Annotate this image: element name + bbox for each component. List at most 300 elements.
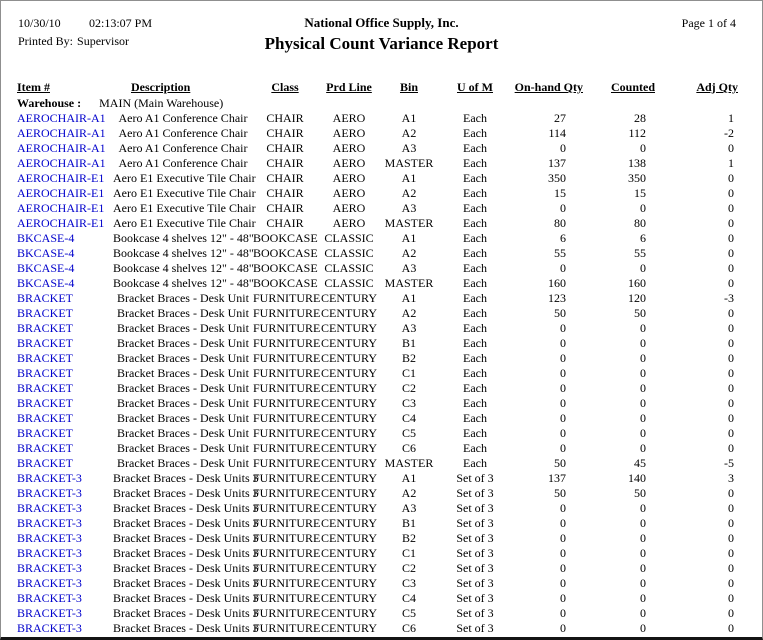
table-row	[17, 621, 738, 636]
adj-qty-cell: 1	[728, 111, 734, 125]
onhand-qty-cell: 0	[560, 366, 566, 380]
description-cell: Bracket Braces - Desk Units 3	[113, 516, 259, 530]
prdline-cell: CENTURY	[320, 426, 377, 440]
warehouse-row	[17, 95, 738, 111]
prdline-cell: CENTURY	[320, 576, 377, 590]
uofm-cell: Each	[463, 396, 487, 410]
counted-cell: 6	[640, 231, 646, 245]
item-link[interactable]: BRACKET	[17, 381, 74, 395]
table-row	[17, 486, 738, 501]
bin-cell: A1	[401, 291, 417, 305]
onhand-qty-cell: 6	[560, 231, 566, 245]
counted-cell: 55	[634, 246, 646, 260]
uofm-cell: Each	[463, 231, 487, 245]
item-link[interactable]: BKCASE-4	[17, 261, 75, 275]
item-link[interactable]: AEROCHAIR-E1	[17, 216, 105, 230]
company-name: National Office Supply, Inc.	[304, 15, 459, 30]
column-header-uofm-label: U of M	[457, 80, 493, 94]
class-cell: FURNITURE	[253, 336, 321, 350]
item-link[interactable]: BRACKET	[17, 321, 74, 335]
bin-cell: C2	[401, 381, 416, 395]
table-row	[17, 231, 738, 246]
uofm-cell: Each	[463, 216, 487, 230]
counted-cell: 0	[640, 531, 646, 545]
prdline-cell: AERO	[332, 171, 366, 185]
adj-qty-cell: 0	[728, 546, 734, 560]
column-header-onhand	[513, 79, 583, 95]
table-row	[17, 336, 738, 351]
uofm-cell: Each	[463, 186, 487, 200]
variance-table	[17, 79, 738, 636]
bin-cell: B1	[401, 516, 416, 530]
uofm-cell: Set of 3	[456, 486, 494, 500]
onhand-qty-cell: 123	[548, 291, 566, 305]
counted-cell: 0	[640, 621, 646, 635]
class-cell: CHAIR	[266, 201, 304, 215]
bin-cell: C2	[401, 561, 416, 575]
class-cell: FURNITURE	[253, 306, 321, 320]
bin-cell: B1	[401, 336, 416, 350]
item-link[interactable]: BRACKET-3	[17, 546, 82, 560]
description-cell: Bracket Braces - Desk Unit	[117, 336, 249, 350]
counted-cell: 0	[640, 441, 646, 455]
prdline-cell: CENTURY	[320, 456, 377, 470]
description-cell: Bracket Braces - Desk Units 3	[113, 621, 259, 635]
counted-cell: 80	[634, 216, 646, 230]
prdline-cell: CLASSIC	[324, 261, 374, 275]
item-link[interactable]: BRACKET-3	[17, 486, 82, 500]
bin-cell: MASTER	[384, 216, 434, 230]
class-cell: FURNITURE	[253, 576, 321, 590]
prdline-cell: AERO	[332, 141, 366, 155]
column-header-description	[113, 79, 253, 95]
uofm-cell: Each	[463, 111, 487, 125]
prdline-cell: CENTURY	[320, 591, 377, 605]
onhand-qty-cell: 50	[554, 456, 566, 470]
bin-cell: A2	[401, 186, 417, 200]
prdline-cell: CENTURY	[320, 441, 377, 455]
class-cell: FURNITURE	[253, 456, 321, 470]
onhand-qty-cell: 50	[554, 486, 566, 500]
item-link[interactable]: BRACKET	[17, 426, 74, 440]
uofm-cell: Each	[463, 276, 487, 290]
uofm-cell: Each	[463, 426, 487, 440]
prdline-cell: CLASSIC	[324, 231, 374, 245]
description-cell: Bracket Braces - Desk Unit	[117, 321, 249, 335]
onhand-qty-cell: 0	[560, 411, 566, 425]
counted-cell: 0	[640, 141, 646, 155]
adj-qty-cell: -2	[724, 126, 734, 140]
description-cell: Aero A1 Conference Chair	[118, 141, 248, 155]
table-row	[17, 141, 738, 156]
prdline-cell: CENTURY	[320, 546, 377, 560]
prdline-cell: CENTURY	[320, 291, 377, 305]
item-link[interactable]: AEROCHAIR-A1	[17, 156, 106, 170]
bin-cell: A1	[401, 231, 417, 245]
onhand-qty-cell: 80	[554, 216, 566, 230]
onhand-qty-cell: 0	[560, 261, 566, 275]
item-link[interactable]: BRACKET	[17, 336, 74, 350]
description-cell: Bracket Braces - Desk Unit	[117, 411, 249, 425]
counted-cell: 45	[634, 456, 646, 470]
table-row	[17, 351, 738, 366]
bin-cell: A3	[401, 141, 417, 155]
adj-qty-cell: 0	[728, 186, 734, 200]
class-cell: BOOKCASE	[253, 231, 318, 245]
onhand-qty-cell: 0	[560, 621, 566, 635]
counted-cell: 138	[628, 156, 646, 170]
onhand-qty-cell: 0	[560, 591, 566, 605]
onhand-qty-cell: 0	[560, 531, 566, 545]
column-header-prdline-label: Prd Line	[326, 80, 372, 94]
description-cell: Bracket Braces - Desk Unit	[117, 306, 249, 320]
adj-qty-cell: 0	[728, 396, 734, 410]
class-cell: CHAIR	[266, 216, 304, 230]
item-link[interactable]: AEROCHAIR-A1	[17, 126, 106, 140]
counted-cell: 50	[634, 306, 646, 320]
item-link[interactable]: AEROCHAIR-E1	[17, 186, 105, 200]
table-row	[17, 171, 738, 186]
counted-cell: 0	[640, 366, 646, 380]
bin-cell: C3	[401, 576, 416, 590]
onhand-qty-cell: 0	[560, 576, 566, 590]
onhand-qty-cell: 0	[560, 441, 566, 455]
description-cell: Bracket Braces - Desk Unit	[117, 351, 249, 365]
page-number: Page 1 of 4	[681, 16, 736, 30]
counted-cell: 120	[628, 291, 646, 305]
onhand-qty-cell: 0	[560, 561, 566, 575]
bin-cell: A2	[401, 306, 417, 320]
description-cell: Aero E1 Executive Tile Chair	[113, 186, 256, 200]
prdline-cell: AERO	[332, 156, 366, 170]
onhand-qty-cell: 0	[560, 201, 566, 215]
description-cell: Bracket Braces - Desk Units 3	[113, 591, 259, 605]
item-link[interactable]: BRACKET-3	[17, 606, 82, 620]
class-cell: FURNITURE	[253, 411, 321, 425]
description-cell: Bracket Braces - Desk Unit	[117, 396, 249, 410]
table-row	[17, 471, 738, 486]
item-link[interactable]: AEROCHAIR-A1	[17, 111, 106, 125]
onhand-qty-cell: 15	[554, 186, 566, 200]
class-cell: FURNITURE	[253, 321, 321, 335]
report-title: Physical Count Variance Report	[264, 34, 499, 53]
uofm-cell: Set of 3	[456, 576, 494, 590]
onhand-qty-cell: 0	[560, 381, 566, 395]
counted-cell: 0	[640, 351, 646, 365]
adj-qty-cell: 0	[728, 336, 734, 350]
item-link[interactable]: AEROCHAIR-E1	[17, 201, 105, 215]
prdline-cell: CLASSIC	[324, 246, 374, 260]
counted-cell: 0	[640, 606, 646, 620]
adj-qty-cell: 0	[728, 411, 734, 425]
description-cell: Aero E1 Executive Tile Chair	[113, 171, 256, 185]
description-cell: Bracket Braces - Desk Unit	[117, 291, 249, 305]
uofm-cell: Each	[463, 201, 487, 215]
table-row	[17, 561, 738, 576]
table-row	[17, 531, 738, 546]
adj-qty-cell: 0	[728, 486, 734, 500]
table-row	[17, 261, 738, 276]
item-link[interactable]: BKCASE-4	[17, 246, 75, 260]
description-cell: Aero E1 Executive Tile Chair	[113, 201, 256, 215]
description-cell: Bracket Braces - Desk Units 3	[113, 486, 259, 500]
item-link[interactable]: BRACKET-3	[17, 516, 82, 530]
description-cell: Bracket Braces - Desk Unit	[117, 366, 249, 380]
adj-qty-cell: 0	[728, 261, 734, 275]
item-link[interactable]: AEROCHAIR-E1	[17, 171, 105, 185]
table-header-row	[17, 79, 738, 95]
table-row	[17, 381, 738, 396]
adj-qty-cell: 0	[728, 531, 734, 545]
description-cell: Bracket Braces - Desk Unit	[117, 441, 249, 455]
onhand-qty-cell: 0	[560, 336, 566, 350]
adj-qty-cell: 0	[728, 561, 734, 575]
item-link[interactable]: BRACKET	[17, 411, 74, 425]
item-link[interactable]: BKCASE-4	[17, 276, 75, 290]
item-link[interactable]: BRACKET-3	[17, 561, 82, 575]
prdline-cell: CENTURY	[320, 381, 377, 395]
item-link[interactable]: BRACKET	[17, 456, 74, 470]
prdline-cell: AERO	[332, 201, 366, 215]
onhand-qty-cell: 27	[554, 111, 566, 125]
adj-qty-cell: 0	[728, 621, 734, 635]
uofm-cell: Set of 3	[456, 546, 494, 560]
onhand-qty-cell: 50	[554, 306, 566, 320]
class-cell: CHAIR	[266, 126, 304, 140]
bin-cell: A1	[401, 471, 417, 485]
description-cell: Aero A1 Conference Chair	[118, 156, 248, 170]
item-link[interactable]: BKCASE-4	[17, 231, 75, 245]
report-time: 02:13:07 PM	[89, 16, 153, 30]
item-link[interactable]: BRACKET-3	[17, 621, 82, 635]
uofm-cell: Each	[463, 321, 487, 335]
onhand-qty-cell: 114	[548, 126, 566, 140]
column-header-counted-label: Counted	[610, 80, 655, 94]
adj-qty-cell: 0	[728, 576, 734, 590]
class-cell: FURNITURE	[253, 606, 321, 620]
uofm-cell: Set of 3	[456, 516, 494, 530]
column-header-item	[17, 79, 113, 95]
uofm-cell: Set of 3	[456, 591, 494, 605]
uofm-cell: Each	[463, 351, 487, 365]
class-cell: FURNITURE	[253, 546, 321, 560]
onhand-qty-cell: 0	[560, 396, 566, 410]
prdline-cell: CENTURY	[320, 396, 377, 410]
report-table-body	[17, 95, 738, 636]
item-link[interactable]: BRACKET	[17, 441, 74, 455]
table-row	[17, 426, 738, 441]
table-row	[17, 366, 738, 381]
class-cell: FURNITURE	[253, 531, 321, 545]
description-cell: Bracket Braces - Desk Unit	[117, 381, 249, 395]
bin-cell: A3	[401, 261, 417, 275]
adj-qty-cell: 1	[728, 156, 734, 170]
bin-cell: C5	[401, 426, 416, 440]
table-row	[17, 606, 738, 621]
onhand-qty-cell: 0	[560, 321, 566, 335]
item-link[interactable]: BRACKET	[17, 291, 74, 305]
item-link[interactable]: BRACKET-3	[17, 501, 82, 515]
uofm-cell: Each	[463, 261, 487, 275]
table-row	[17, 186, 738, 201]
bin-cell: MASTER	[384, 456, 434, 470]
class-cell: FURNITURE	[253, 621, 321, 635]
onhand-qty-cell: 0	[560, 501, 566, 515]
counted-cell: 0	[640, 501, 646, 515]
item-link[interactable]: BRACKET-3	[17, 591, 82, 605]
counted-cell: 0	[640, 516, 646, 530]
item-link[interactable]: BRACKET-3	[17, 471, 82, 485]
table-row	[17, 201, 738, 216]
printed-by-value: Supervisor	[77, 34, 130, 48]
bin-cell: MASTER	[384, 156, 434, 170]
prdline-cell: CENTURY	[320, 561, 377, 575]
adj-qty-cell: 0	[728, 276, 734, 290]
uofm-cell: Each	[463, 156, 487, 170]
description-cell: Bracket Braces - Desk Units 3	[113, 471, 259, 485]
bin-cell: C4	[401, 591, 416, 605]
adj-qty-cell: 0	[728, 441, 734, 455]
item-link[interactable]: BRACKET-3	[17, 576, 82, 590]
bin-cell: A1	[401, 171, 417, 185]
prdline-cell: CENTURY	[320, 351, 377, 365]
class-cell: CHAIR	[266, 156, 304, 170]
description-cell: Bookcase 4 shelves 12" - 48"	[113, 231, 254, 245]
uofm-cell: Each	[463, 171, 487, 185]
prdline-cell: CENTURY	[320, 516, 377, 530]
counted-cell: 0	[640, 261, 646, 275]
bin-cell: C4	[401, 411, 416, 425]
prdline-cell: AERO	[332, 216, 366, 230]
prdline-cell: CENTURY	[320, 306, 377, 320]
column-header-bin-label: Bin	[399, 80, 418, 94]
column-header-onhand-label: On-hand Qty	[514, 80, 583, 94]
bin-cell: A2	[401, 246, 417, 260]
table-row	[17, 291, 738, 306]
uofm-cell: Set of 3	[456, 471, 494, 485]
adj-qty-cell: 3	[728, 471, 734, 485]
prdline-cell: AERO	[332, 111, 366, 125]
onhand-qty-cell: 55	[554, 246, 566, 260]
uofm-cell: Each	[463, 411, 487, 425]
description-cell: Bracket Braces - Desk Units 3	[113, 576, 259, 590]
uofm-cell: Set of 3	[456, 621, 494, 635]
onhand-qty-cell: 0	[560, 606, 566, 620]
item-link[interactable]: BRACKET-3	[17, 531, 82, 545]
adj-qty-cell: -5	[724, 456, 734, 470]
uofm-cell: Each	[463, 126, 487, 140]
prdline-cell: AERO	[332, 186, 366, 200]
class-cell: FURNITURE	[253, 591, 321, 605]
printed-by-label: Printed By:	[18, 34, 74, 48]
class-cell: FURNITURE	[253, 351, 321, 365]
class-cell: BOOKCASE	[253, 246, 318, 260]
counted-cell: 0	[640, 591, 646, 605]
prdline-cell: CENTURY	[320, 471, 377, 485]
column-header-adjqty	[655, 79, 738, 95]
class-cell: BOOKCASE	[253, 261, 318, 275]
onhand-qty-cell: 137	[548, 156, 566, 170]
counted-cell: 112	[628, 126, 646, 140]
description-cell: Bracket Braces - Desk Units 3	[113, 501, 259, 515]
item-link[interactable]: BRACKET	[17, 351, 74, 365]
item-link[interactable]: BRACKET	[17, 306, 74, 320]
table-row	[17, 411, 738, 426]
description-cell: Bookcase 4 shelves 12" - 48"	[113, 246, 254, 260]
uofm-cell: Each	[463, 141, 487, 155]
description-cell: Aero E1 Executive Tile Chair	[113, 216, 256, 230]
table-row	[17, 156, 738, 171]
adj-qty-cell: 0	[728, 171, 734, 185]
item-link[interactable]: BRACKET	[17, 396, 74, 410]
adj-qty-cell: 0	[728, 216, 734, 230]
counted-cell: 0	[640, 546, 646, 560]
prdline-cell: CENTURY	[320, 411, 377, 425]
class-cell: FURNITURE	[253, 471, 321, 485]
adj-qty-cell: 0	[728, 201, 734, 215]
adj-qty-cell: 0	[728, 321, 734, 335]
column-header-class	[253, 79, 317, 95]
description-cell: Bracket Braces - Desk Units 3	[113, 606, 259, 620]
report-date: 10/30/10	[18, 16, 61, 30]
prdline-cell: CENTURY	[320, 501, 377, 515]
counted-cell: 0	[640, 411, 646, 425]
bin-cell: C1	[401, 546, 416, 560]
adj-qty-cell: -3	[724, 291, 734, 305]
table-row	[17, 246, 738, 261]
bin-cell: A2	[401, 486, 417, 500]
onhand-qty-cell: 0	[560, 546, 566, 560]
counted-cell: 0	[640, 336, 646, 350]
bin-cell: C1	[401, 366, 416, 380]
table-row	[17, 276, 738, 291]
item-link[interactable]: AEROCHAIR-A1	[17, 141, 106, 155]
item-link[interactable]: BRACKET	[17, 366, 74, 380]
uofm-cell: Set of 3	[456, 501, 494, 515]
class-cell: CHAIR	[266, 111, 304, 125]
table-row	[17, 456, 738, 471]
column-header-bin	[381, 79, 437, 95]
bin-cell: A1	[401, 111, 417, 125]
prdline-cell: CENTURY	[320, 366, 377, 380]
class-cell: CHAIR	[266, 186, 304, 200]
counted-cell: 50	[634, 486, 646, 500]
bin-cell: A3	[401, 501, 417, 515]
uofm-cell: Each	[463, 291, 487, 305]
prdline-cell: CENTURY	[320, 606, 377, 620]
adj-qty-cell: 0	[728, 501, 734, 515]
description-cell: Aero A1 Conference Chair	[118, 111, 248, 125]
uofm-cell: Each	[463, 246, 487, 260]
uofm-cell: Set of 3	[456, 531, 494, 545]
class-cell: FURNITURE	[253, 501, 321, 515]
column-header-item-label: Item #	[17, 80, 50, 94]
counted-cell: 0	[640, 381, 646, 395]
table-row	[17, 216, 738, 231]
table-row	[17, 591, 738, 606]
table-row	[17, 306, 738, 321]
table-row	[17, 441, 738, 456]
column-header-description-label: Description	[131, 80, 191, 94]
uofm-cell: Each	[463, 306, 487, 320]
prdline-cell: CENTURY	[320, 321, 377, 335]
uofm-cell: Set of 3	[456, 561, 494, 575]
onhand-qty-cell: 137	[548, 471, 566, 485]
counted-cell: 140	[628, 471, 646, 485]
class-cell: FURNITURE	[253, 441, 321, 455]
description-cell: Aero A1 Conference Chair	[118, 126, 248, 140]
table-row	[17, 546, 738, 561]
